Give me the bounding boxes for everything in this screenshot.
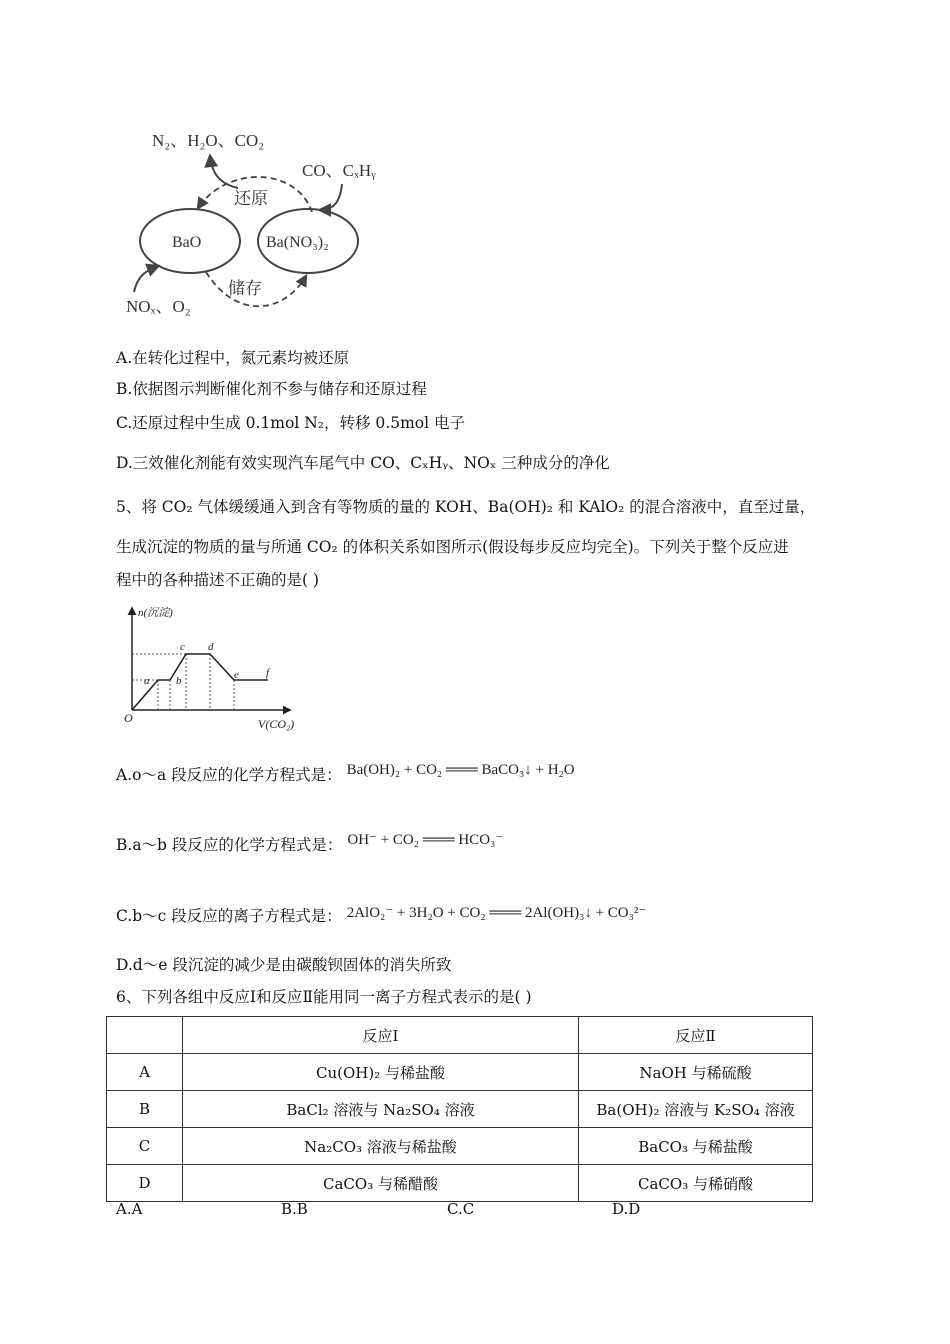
q4-option-b: B.依据图示判断催化剂不参与储存和还原过程 [116,380,427,398]
table-row [107,1091,813,1128]
bao-label: BaO [172,234,202,251]
table-header-cell: 反应Ⅱ [579,1017,813,1054]
graph-point-d: d [208,641,214,653]
reductants-in-arrow [320,184,342,210]
graph-point-c: c [180,641,185,653]
table-cell: NaOH 与稀硫酸 [579,1054,813,1091]
ba-nitrate-label: Ba(NO₃)₂ [266,234,329,251]
graph-x-label: V(CO₂) [258,717,295,731]
q6-answer-c: C.C [447,1200,475,1218]
graph-curve [132,654,268,710]
table-cell: A [107,1054,183,1091]
table-row [107,1128,813,1165]
table-cell: Na₂CO₃ 溶液与稀盐酸 [183,1128,579,1165]
table-row [107,1165,813,1202]
q5-option-c-text: C.b～c 段反应的离子方程式是： [116,907,342,925]
nox-in-arrow [134,266,158,292]
q5-option-c [116,905,646,928]
table-header-cell [107,1017,183,1054]
graph-origin-label: O [124,711,133,725]
table-cell: B [107,1091,183,1128]
table-cell: C [107,1128,183,1165]
graph-point-a: a [144,675,150,687]
reduce-label: 还原 [234,189,268,209]
q4-option-c: C.还原过程中生成 0.1mol N₂，转移 0.5mol 电子 [116,414,465,432]
q4-option-a: A.在转化过程中，氮元素均被还原 [116,349,350,367]
reductants-label: CO、CₓHᵧ [302,161,376,180]
store-label: 储存 [228,279,262,299]
table-cell: CaCO₃ 与稀醋酸 [183,1165,579,1202]
q5-option-d: D.d～e 段沉淀的减少是由碳酸钡固体的消失所致 [116,956,452,974]
q5-stem-line-2: 生成沉淀的物质的量与所通 CO₂ 的体积关系如图所示(假设每步反应均完全)。下列关于整个反应进 [116,538,789,556]
table-header-cell: 反应Ⅰ [183,1017,579,1054]
q6-answer-b: B.B [281,1200,308,1218]
q5-option-b [116,834,503,857]
table-cell: D [107,1165,183,1202]
table-header-row [107,1017,813,1054]
q5-option-a-equation: Ba(OH)₂ + CO₂ ═══ BaCO₃↓ + H₂O [346,762,575,778]
catalyst-cycle-diagram [116,124,406,324]
q5-option-a [116,764,575,787]
table-cell: Ba(OH)₂ 溶液与 K₂SO₄ 溶液 [579,1091,813,1128]
table-cell: CaCO₃ 与稀硝酸 [579,1165,813,1202]
q6-answer-a: A.A [116,1200,143,1218]
q4-option-d: D.三效催化剂能有效实现汽车尾气中 CO、CₓHᵧ、NOₓ 三种成分的净化 [116,454,610,472]
q5-option-b-equation: OH⁻ + CO₂ ═══ HCO₃⁻ [347,832,504,848]
top-products-label: N₂、H₂O、CO₂ [152,131,265,150]
table-cell: Cu(OH)₂ 与稀盐酸 [183,1054,579,1091]
precipitate-graph [118,600,308,732]
graph-point-e: e [234,669,239,681]
table-cell: BaCO₃ 与稀盐酸 [579,1128,813,1165]
q6-table [106,1016,813,1202]
q5-stem-line-3: 程中的各种描述不正确的是( ) [116,571,320,589]
q5-stem-line-1: 5、将 CO₂ 气体缓缓通入到含有等物质的量的 KOH、Ba(OH)₂ 和 KAlO₂ 的混合溶液中，直至过量， [116,498,816,516]
q5-option-a-text: A.o～a 段反应的化学方程式是： [116,766,342,784]
graph-point-f: f [266,667,270,679]
graph-point-b: b [176,675,182,687]
table-cell: BaCl₂ 溶液与 Na₂SO₄ 溶液 [183,1091,579,1128]
table-row [107,1054,813,1091]
products-out-arrow [210,156,238,188]
q5-option-c-equation: 2AlO₂⁻ + 3H₂O + CO₂ ═══ 2Al(OH)₃↓ + CO₃²⁻ [346,905,647,921]
q5-option-b-text: B.a～b 段反应的化学方程式是： [116,836,343,854]
bottom-inputs-label: NOₓ、O₂ [126,297,191,316]
q6-stem: 6、下列各组中反应Ⅰ和反应Ⅱ能用同一离子方程式表示的是( ) [116,988,532,1006]
q6-answer-d: D.D [612,1200,641,1218]
graph-y-label: n(沉淀) [138,607,173,619]
